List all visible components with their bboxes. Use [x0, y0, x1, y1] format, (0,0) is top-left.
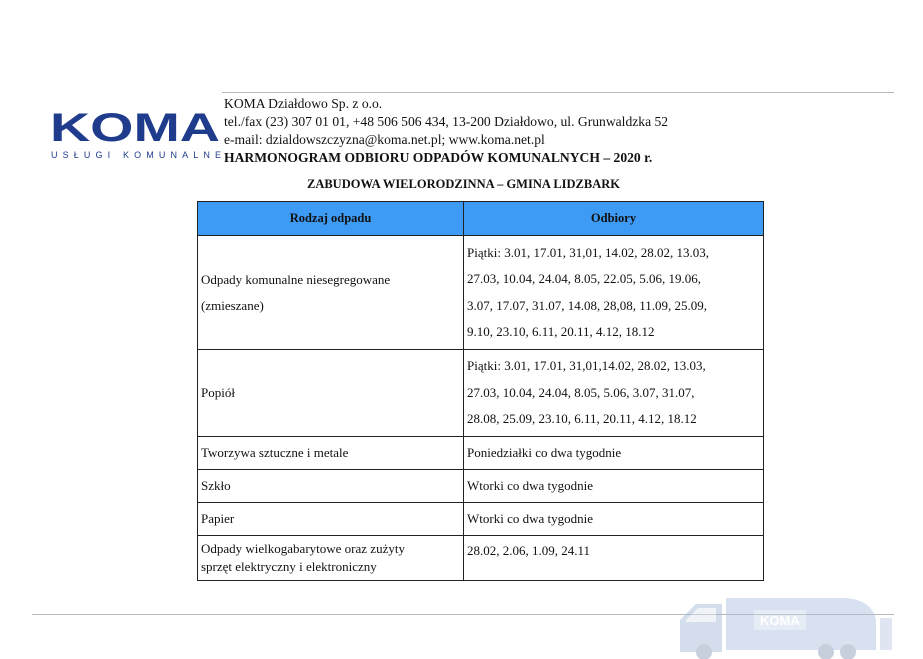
pickup-dates-cell: Poniedziałki co dwa tygodnie	[464, 437, 764, 470]
top-divider	[222, 92, 894, 93]
waste-type-cell: Popiół	[198, 350, 464, 437]
company-phone-address: tel./fax (23) 307 01 01, +48 506 506 434, 13-200 Działdowo, ul. Grunwaldzka 52	[224, 114, 669, 129]
truck-logo-text: KOMA	[760, 613, 800, 628]
pickup-dates-cell: Wtorki co dwa tygodnie	[464, 470, 764, 503]
table-header-row	[198, 202, 764, 236]
pickup-dates-cell: Wtorki co dwa tygodnie	[464, 503, 764, 536]
waste-type-cell: Tworzywa sztuczne i metale	[198, 437, 464, 470]
garbage-truck-image	[676, 590, 896, 659]
logo-tagline: USŁUGI KOMUNALNE	[51, 150, 221, 160]
column-header-pickups: Odbiory	[464, 202, 764, 236]
pickup-dates-cell: Piątki: 3.01, 17.01, 31,01, 14.02, 28.02, 13.03, 27.03, 10.04, 24.04, 8.05, 22.05, 5.06, 19.06, 3.07, 17.07, 31.07, 14.08, 28,08, 11.09, 25.09, 9.10, 23.10, 6.11, 20.11, 4.12, 18.12	[464, 236, 764, 350]
collection-schedule-table	[197, 201, 764, 581]
company-name: KOMA Działdowo Sp. z o.o.	[224, 96, 383, 111]
waste-type-cell: Odpady komunalne niesegregowane (zmieszane)	[198, 236, 464, 350]
logo-wordmark: KOMA	[50, 107, 220, 150]
waste-type-cell: Odpady wielkogabarytowe oraz zużyty sprzęt elektryczny i elektroniczny	[198, 536, 464, 581]
pickup-dates-cell: Piątki: 3.01, 17.01, 31,01,14.02, 28.02, 13.03, 27.03, 10.04, 24.04, 8.05, 5.06, 3.07, 31.07, 28.08, 25.09, 23.10, 6.11, 20.11, 4.12, 18.12	[464, 350, 764, 437]
table-row	[198, 503, 764, 536]
document-subtitle: ZABUDOWA WIELORODZINNA – GMINA LIDZBARK	[306, 177, 621, 191]
pickup-dates-cell: 28.02, 2.06, 1.09, 24.11	[464, 536, 764, 581]
koma-logo	[50, 107, 222, 163]
company-email-web: e-mail: dzialdowszczyzna@koma.net.pl; www.koma.net.pl	[224, 132, 545, 147]
company-info	[224, 95, 824, 167]
waste-type-cell: Szkło	[198, 470, 464, 503]
table-row	[198, 350, 764, 437]
table-row	[198, 470, 764, 503]
waste-type-cell: Papier	[198, 503, 464, 536]
document-title: HARMONOGRAM ODBIORU ODPADÓW KOMUNALNYCH – 2020 r.	[224, 150, 653, 165]
table-row	[198, 536, 764, 581]
table-row	[198, 437, 764, 470]
column-header-waste-type: Rodzaj odpadu	[198, 202, 464, 236]
table-row	[198, 236, 764, 350]
